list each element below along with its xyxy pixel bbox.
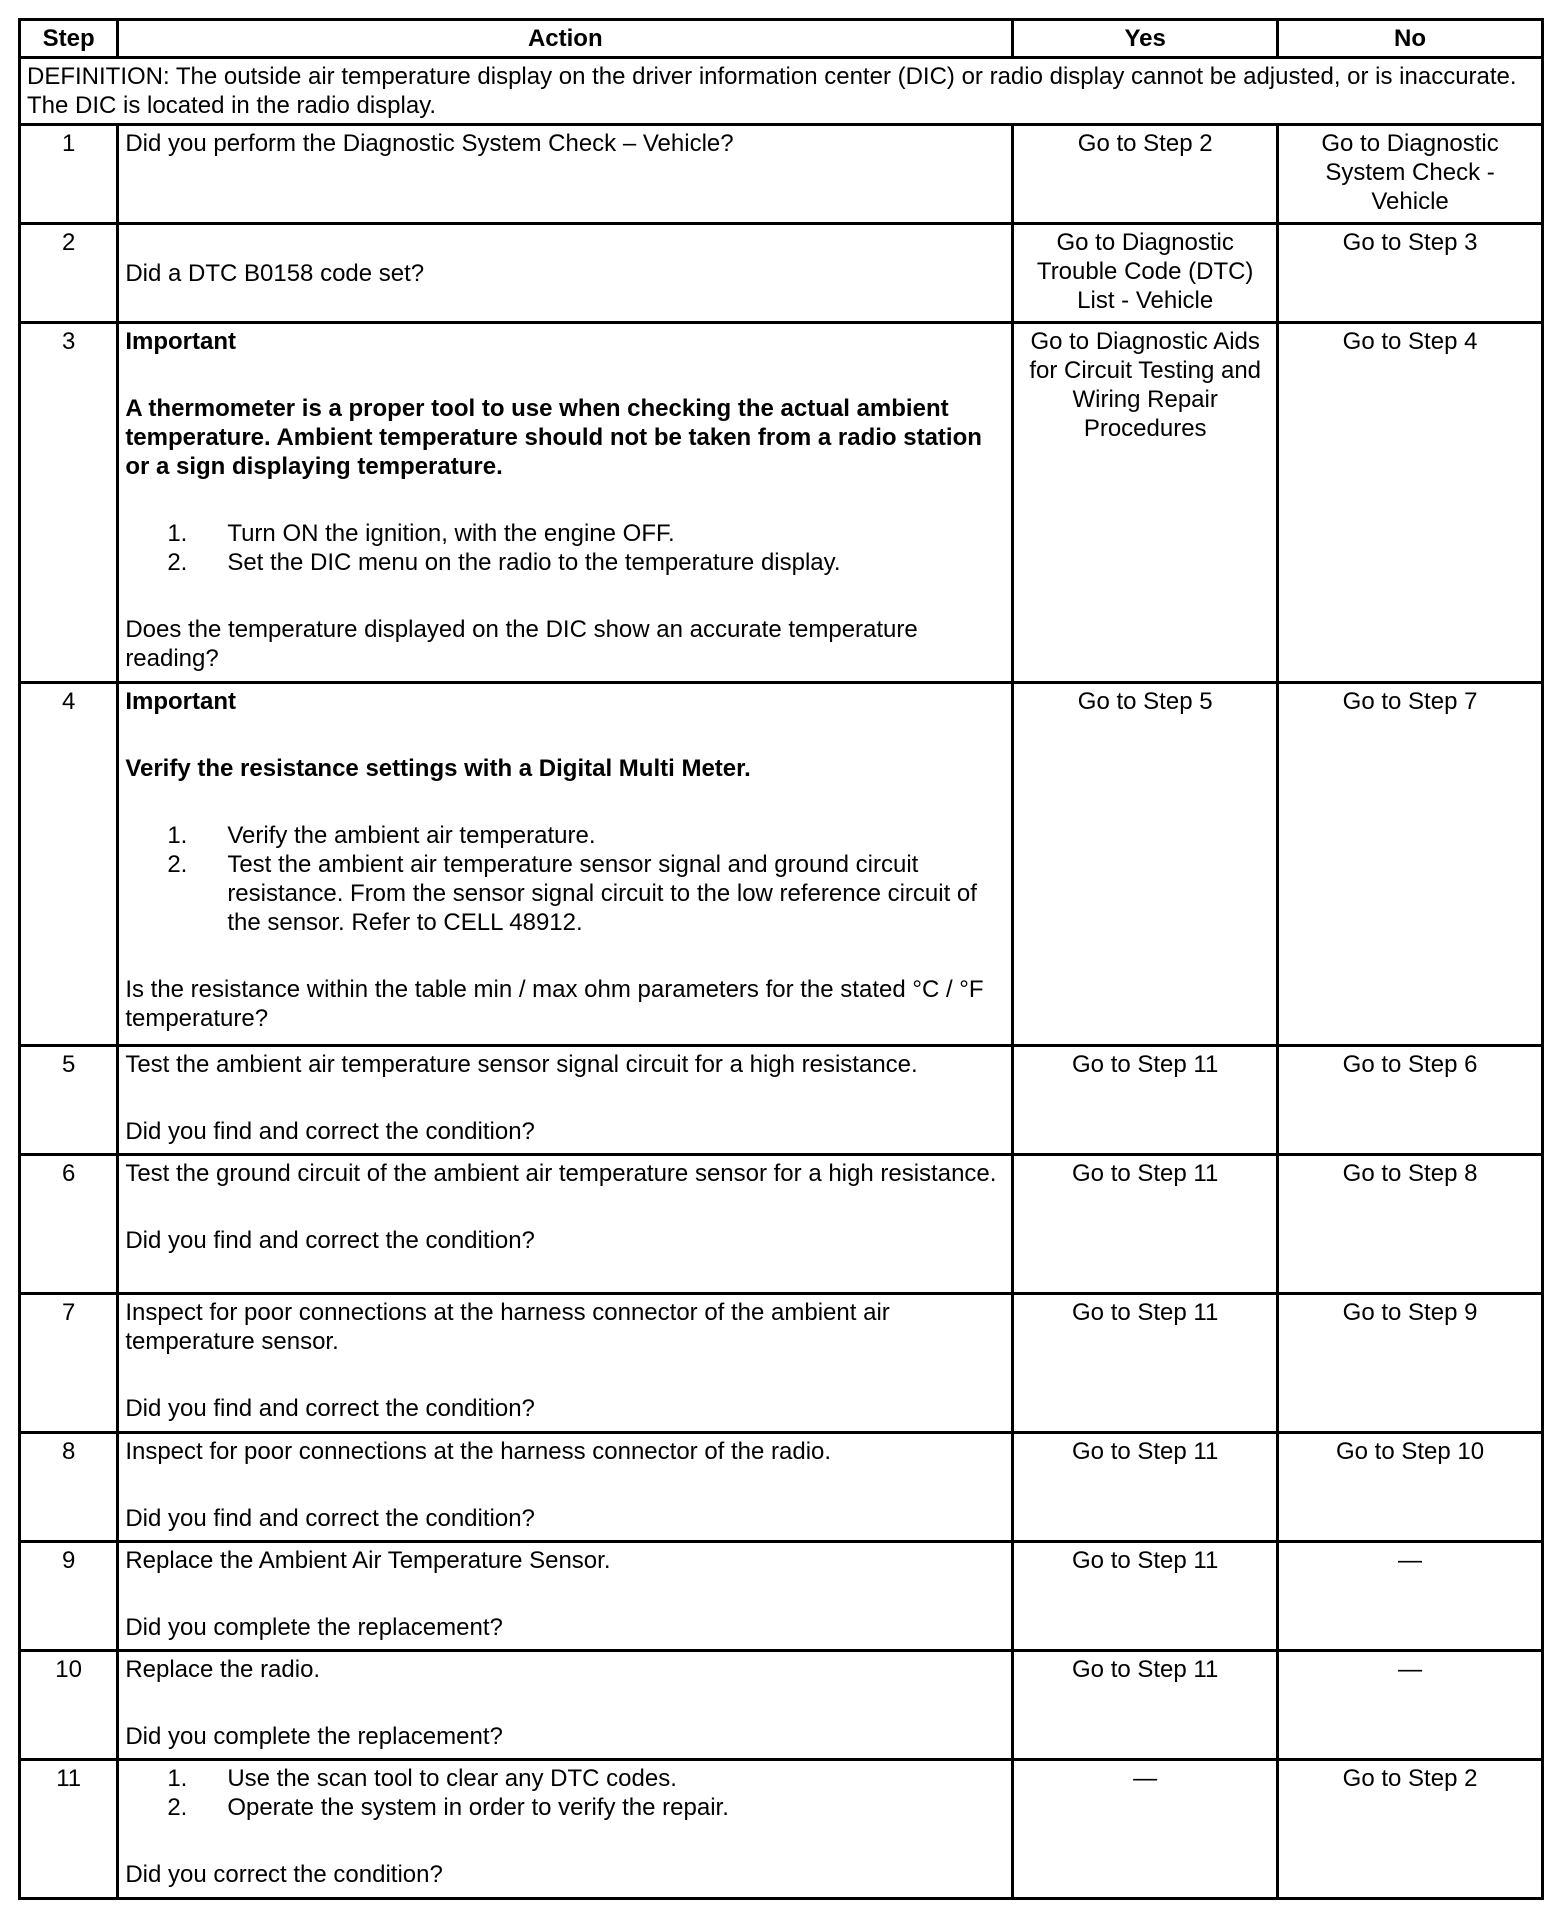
table-row xyxy=(20,1294,1543,1433)
yes-result: Go to Step 11 xyxy=(1013,1294,1278,1433)
yes-result: Go to Step 2 xyxy=(1013,125,1278,224)
header-no: No xyxy=(1278,20,1543,58)
step-number: 7 xyxy=(20,1294,118,1433)
instruction-text: Test the ambient air temperature sensor signal circuit for a high resistance. xyxy=(125,1051,918,1078)
action-cell xyxy=(118,323,1013,683)
no-result: Go to Step 4 xyxy=(1278,323,1543,683)
table-row xyxy=(20,1155,1543,1294)
question-text: Did you correct the condition? xyxy=(125,1861,443,1888)
yes-result: Go to Step 11 xyxy=(1013,1433,1278,1542)
table-row xyxy=(20,1433,1543,1542)
step-number: 1 xyxy=(20,125,118,224)
yes-result: Go to Step 5 xyxy=(1013,683,1278,1046)
question-text: Did you find and correct the condition? xyxy=(125,1395,535,1422)
question-text: Did you complete the replacement? xyxy=(125,1614,503,1641)
table-row xyxy=(20,683,1543,1046)
instruction-text: Replace the Ambient Air Temperature Sensor. xyxy=(125,1547,611,1574)
instruction-text: Inspect for poor connections at the harness connector of the radio. xyxy=(125,1438,832,1465)
important-note: A thermometer is a proper tool to use when checking the actual ambient temperature. Ambient temperature should not be taken from a radio station or a sign displaying temperature. xyxy=(125,395,982,480)
instruction-text: Replace the radio. xyxy=(125,1656,321,1683)
action-cell xyxy=(118,1046,1013,1155)
table-row xyxy=(20,224,1543,323)
no-result: Go to Step 6 xyxy=(1278,1046,1543,1155)
action-cell xyxy=(118,1651,1013,1760)
no-result: Go to Diagnostic System Check - Vehicle xyxy=(1278,125,1543,224)
header-row xyxy=(20,20,1543,58)
question-text: Is the resistance within the table min / max ohm parameters for the stated °C / °F temperature? xyxy=(125,976,984,1032)
step-number: 4 xyxy=(20,683,118,1046)
header-step: Step xyxy=(20,20,118,58)
step-number: 3 xyxy=(20,323,118,683)
table-row xyxy=(20,1046,1543,1155)
step-number: 9 xyxy=(20,1542,118,1651)
table-row xyxy=(20,323,1543,683)
definition-row xyxy=(20,58,1543,125)
diagnostic-table xyxy=(18,18,1544,1900)
step-number: 10 xyxy=(20,1651,118,1760)
action-cell xyxy=(118,1433,1013,1542)
important-note: Verify the resistance settings with a Digital Multi Meter. xyxy=(125,755,751,782)
list-item: 2. Operate the system in order to verify the repair. xyxy=(167,1794,729,1821)
question-text: Did you complete the replacement? xyxy=(125,1723,503,1750)
question-text: Did you find and correct the condition? xyxy=(125,1505,535,1532)
table-row xyxy=(20,125,1543,224)
step-number: 2 xyxy=(20,224,118,323)
step-number: 5 xyxy=(20,1046,118,1155)
yes-result: Go to Diagnostic Aids for Circuit Testing and Wiring Repair Procedures xyxy=(1013,323,1278,683)
step-number: 8 xyxy=(20,1433,118,1542)
step-number: 6 xyxy=(20,1155,118,1294)
important-label: Important xyxy=(125,328,236,355)
yes-result: Go to Step 11 xyxy=(1013,1046,1278,1155)
definition-text: DEFINITION: The outside air temperature display on the driver information center (DIC) or radio display cannot be adjusted, or is inaccurate. The DIC is located in the radio display. xyxy=(20,58,1543,125)
procedure-list xyxy=(125,519,1005,577)
instruction-text: Inspect for poor connections at the harness connector of the ambient air temperature sensor. xyxy=(125,1299,890,1355)
no-result: — xyxy=(1278,1542,1543,1651)
table-row xyxy=(20,1651,1543,1760)
yes-result: Go to Diagnostic Trouble Code (DTC) List - Vehicle xyxy=(1013,224,1278,323)
no-result: Go to Step 8 xyxy=(1278,1155,1543,1294)
procedure-list xyxy=(125,1764,1005,1822)
action-text: Did you perform the Diagnostic System Check – Vehicle? xyxy=(118,125,1013,224)
list-item: 2. Set the DIC menu on the radio to the temperature display. xyxy=(167,549,841,576)
question-text: Does the temperature displayed on the DIC show an accurate temperature reading? xyxy=(125,616,918,672)
yes-result: Go to Step 11 xyxy=(1013,1651,1278,1760)
step-number: 11 xyxy=(20,1760,118,1899)
header-yes: Yes xyxy=(1013,20,1278,58)
action-text: Did a DTC B0158 code set? xyxy=(118,224,1013,323)
yes-result: — xyxy=(1013,1760,1278,1899)
header-action: Action xyxy=(118,20,1013,58)
no-result: Go to Step 7 xyxy=(1278,683,1543,1046)
yes-result: Go to Step 11 xyxy=(1013,1542,1278,1651)
table-row xyxy=(20,1760,1543,1899)
action-cell xyxy=(118,1155,1013,1294)
list-item: 1. Use the scan tool to clear any DTC codes. xyxy=(167,1765,677,1792)
table-row xyxy=(20,1542,1543,1651)
action-cell xyxy=(118,1542,1013,1651)
action-cell xyxy=(118,1760,1013,1899)
no-result: Go to Step 10 xyxy=(1278,1433,1543,1542)
list-item: 2. Test the ambient air temperature sensor signal and ground circuit resistance. From the sensor signal circuit to the low reference circuit of the sensor. Refer to CELL 48912. xyxy=(167,851,977,936)
action-cell xyxy=(118,1294,1013,1433)
procedure-list xyxy=(125,821,1005,937)
yes-result: Go to Step 11 xyxy=(1013,1155,1278,1294)
no-result: Go to Step 9 xyxy=(1278,1294,1543,1433)
important-label: Important xyxy=(125,688,236,715)
list-item: 1. Verify the ambient air temperature. xyxy=(167,822,596,849)
no-result: — xyxy=(1278,1651,1543,1760)
no-result: Go to Step 3 xyxy=(1278,224,1543,323)
list-item: 1. Turn ON the ignition, with the engine OFF. xyxy=(167,520,675,547)
action-cell xyxy=(118,683,1013,1046)
question-text: Did you find and correct the condition? xyxy=(125,1118,535,1145)
no-result: Go to Step 2 xyxy=(1278,1760,1543,1899)
question-text: Did you find and correct the condition? xyxy=(125,1227,535,1254)
instruction-text: Test the ground circuit of the ambient air temperature sensor for a high resistance. xyxy=(125,1160,997,1187)
